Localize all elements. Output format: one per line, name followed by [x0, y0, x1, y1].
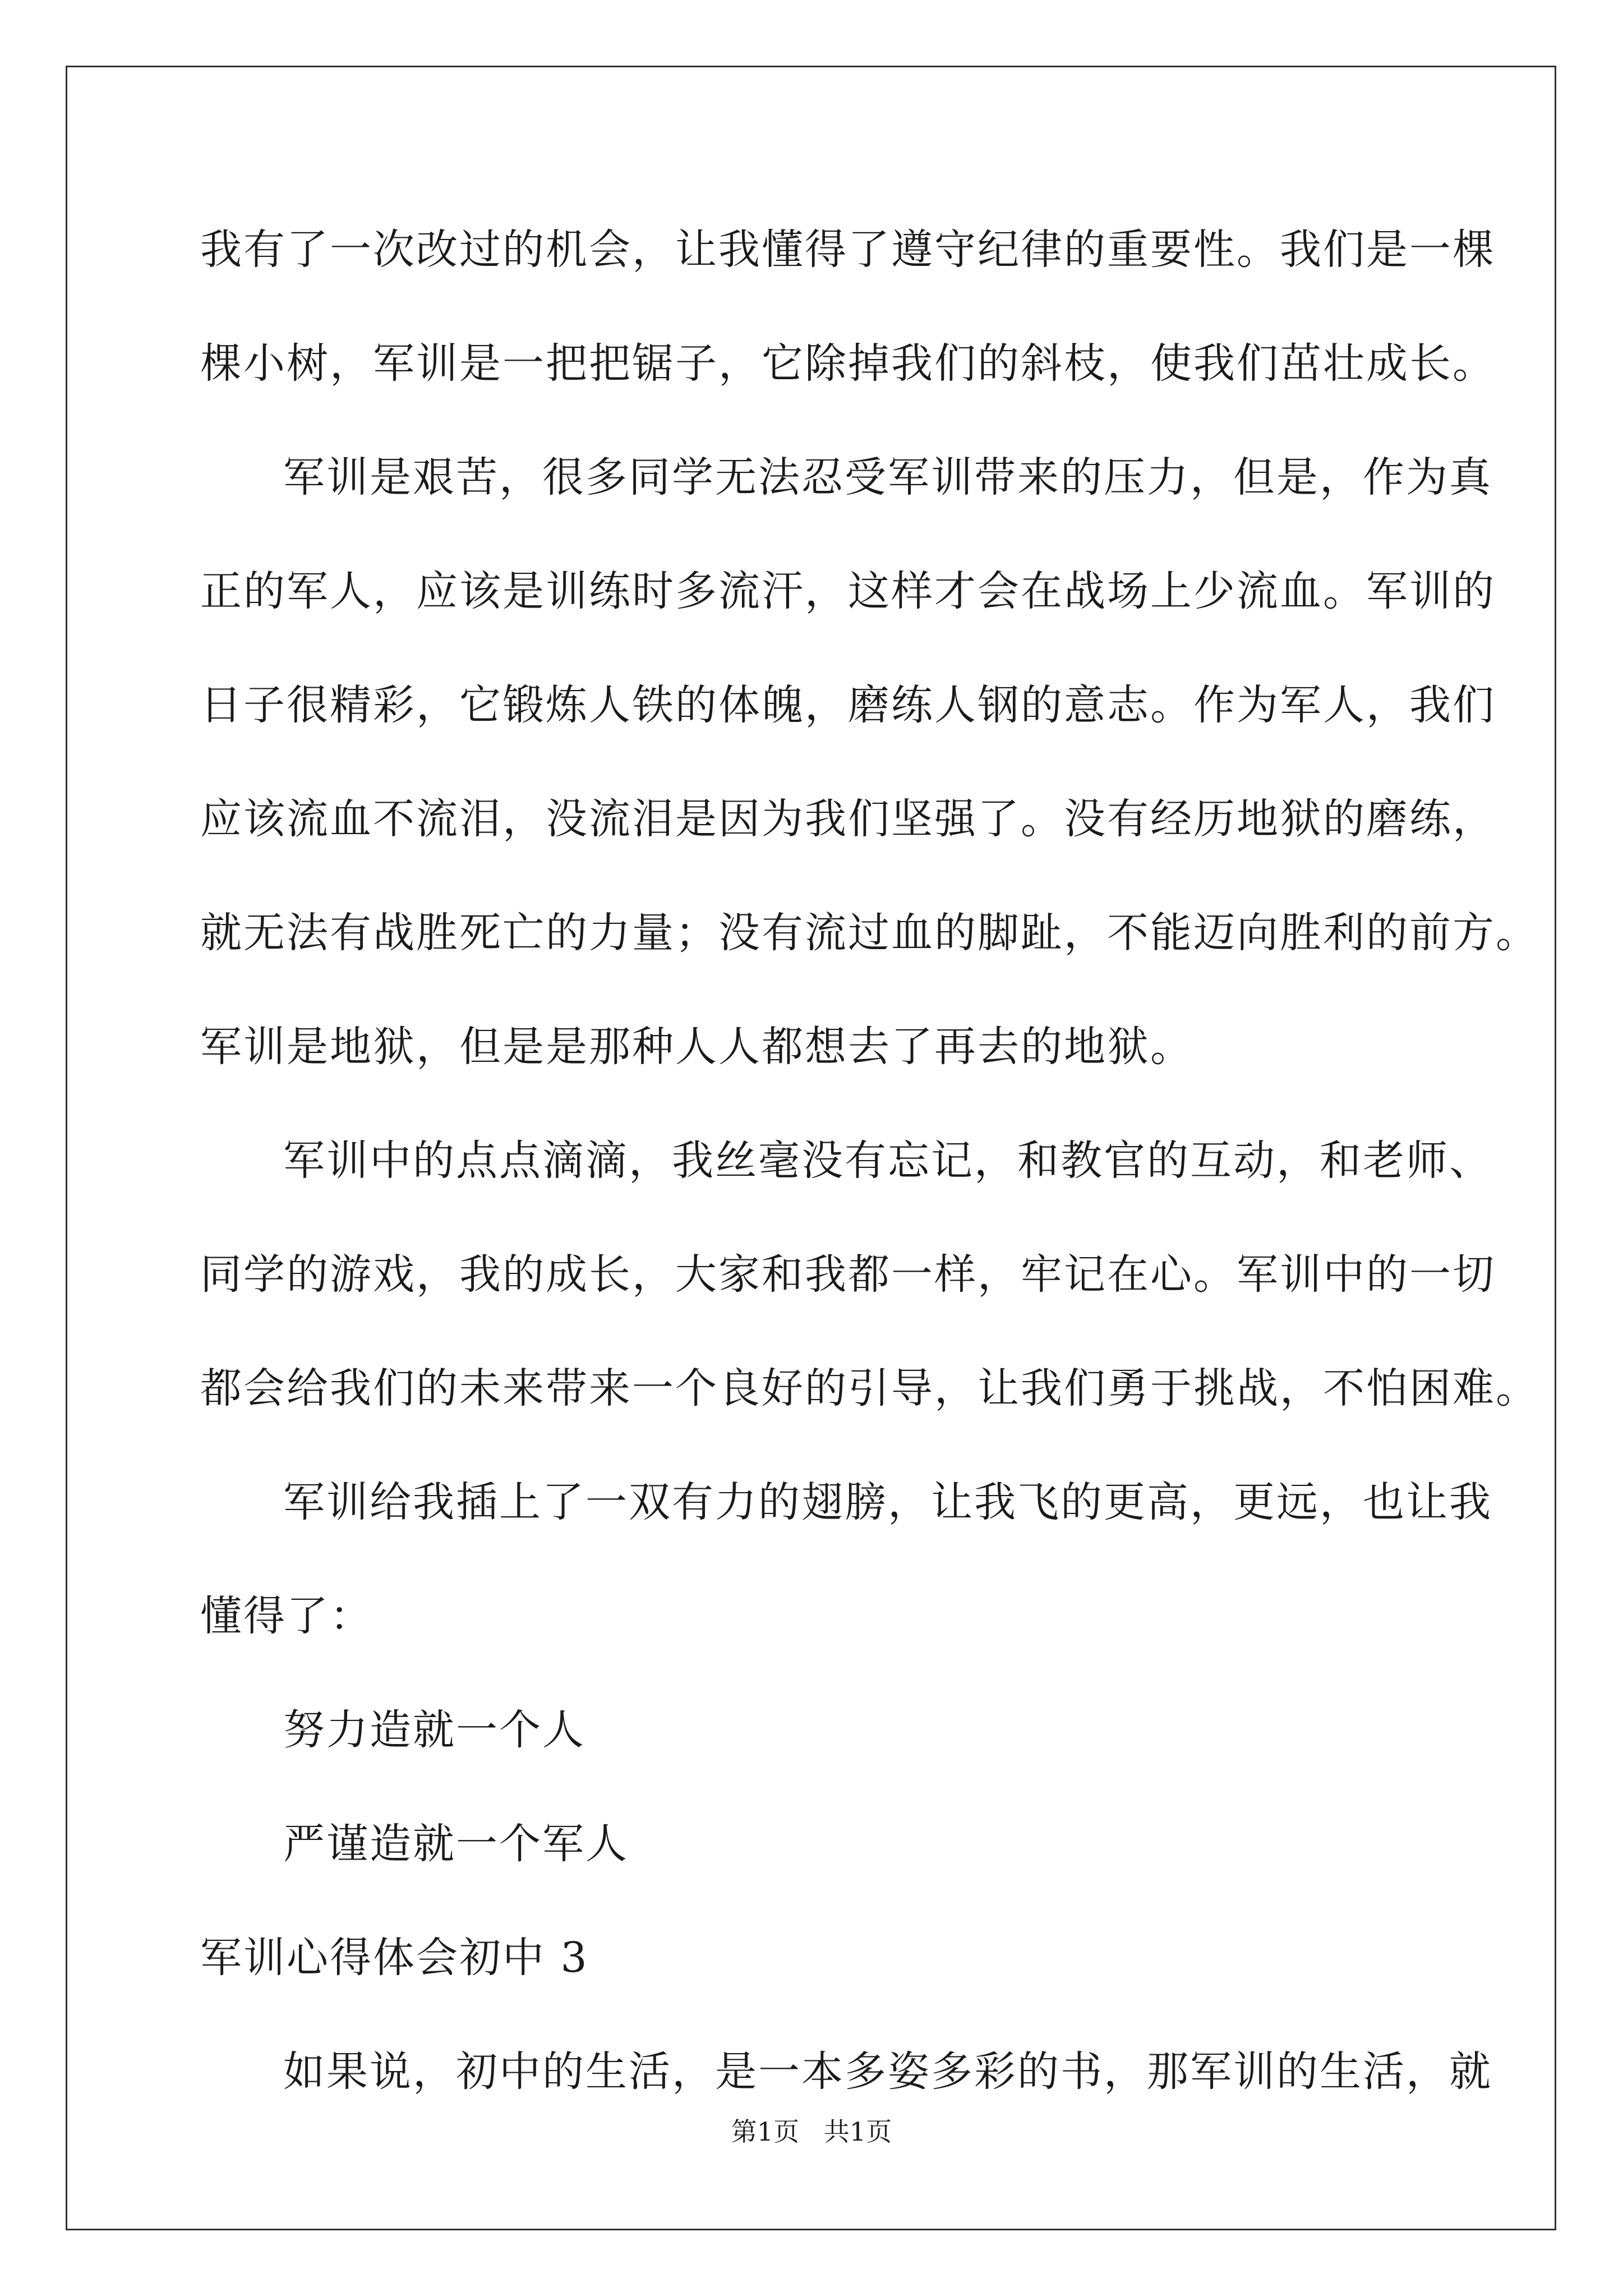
page-footer: 第1页 共1页 [731, 2116, 892, 2147]
text-line: 应该流血不流泪，没流泪是因为我们坚强了。没有经历地狱的磨练， [200, 795, 1496, 843]
text-line: 日子很精彩，它锻炼人铁的体魄，磨练人钢的意志。作为军人，我们 [200, 681, 1496, 729]
document-body [200, 202, 1539, 2138]
text-line: 军训给我插上了一双有力的翅膀，让我飞的更高，更远，也让我 [283, 1478, 1492, 1526]
text-line: 同学的游戏，我的成长，大家和我都一样，牢记在心。军训中的一切 [200, 1250, 1496, 1299]
text-line: 我有了一次改过的机会，让我懂得了遵守纪律的重要性。我们是一棵 [200, 226, 1496, 274]
text-line: 都会给我们的未来带来一个良好的引导，让我们勇于挑战，不怕困难。 [200, 1364, 1539, 1412]
text-line: 棵小树，军训是一把把锯子，它除掉我们的斜枝，使我们茁壮成长。 [200, 339, 1496, 388]
text-line: 正的军人，应该是训练时多流汗，这样才会在战场上少流血。军训的 [200, 567, 1496, 615]
section-heading: 军训心得体会初中 3 [200, 1934, 589, 1982]
text-line: 军训是艰苦，很多同学无法忍受军训带来的压力，但是，作为真 [283, 453, 1492, 501]
text-line: 严谨造就一个军人 [283, 1820, 629, 1868]
text-line: 就无法有战胜死亡的力量；没有流过血的脚趾，不能迈向胜利的前方。 [200, 909, 1539, 957]
text-line: 如果说，初中的生活，是一本多姿多彩的书，那军训的生活，就 [283, 2047, 1492, 2096]
text-line: 军训是地狱，但是是那种人人都想去了再去的地狱。 [200, 1023, 1193, 1071]
text-line: 努力造就一个人 [283, 1706, 585, 1754]
text-line: 懂得了： [200, 1592, 373, 1640]
text-line: 军训中的点点滴滴，我丝毫没有忘记，和教官的互动，和老师、 [283, 1137, 1492, 1185]
